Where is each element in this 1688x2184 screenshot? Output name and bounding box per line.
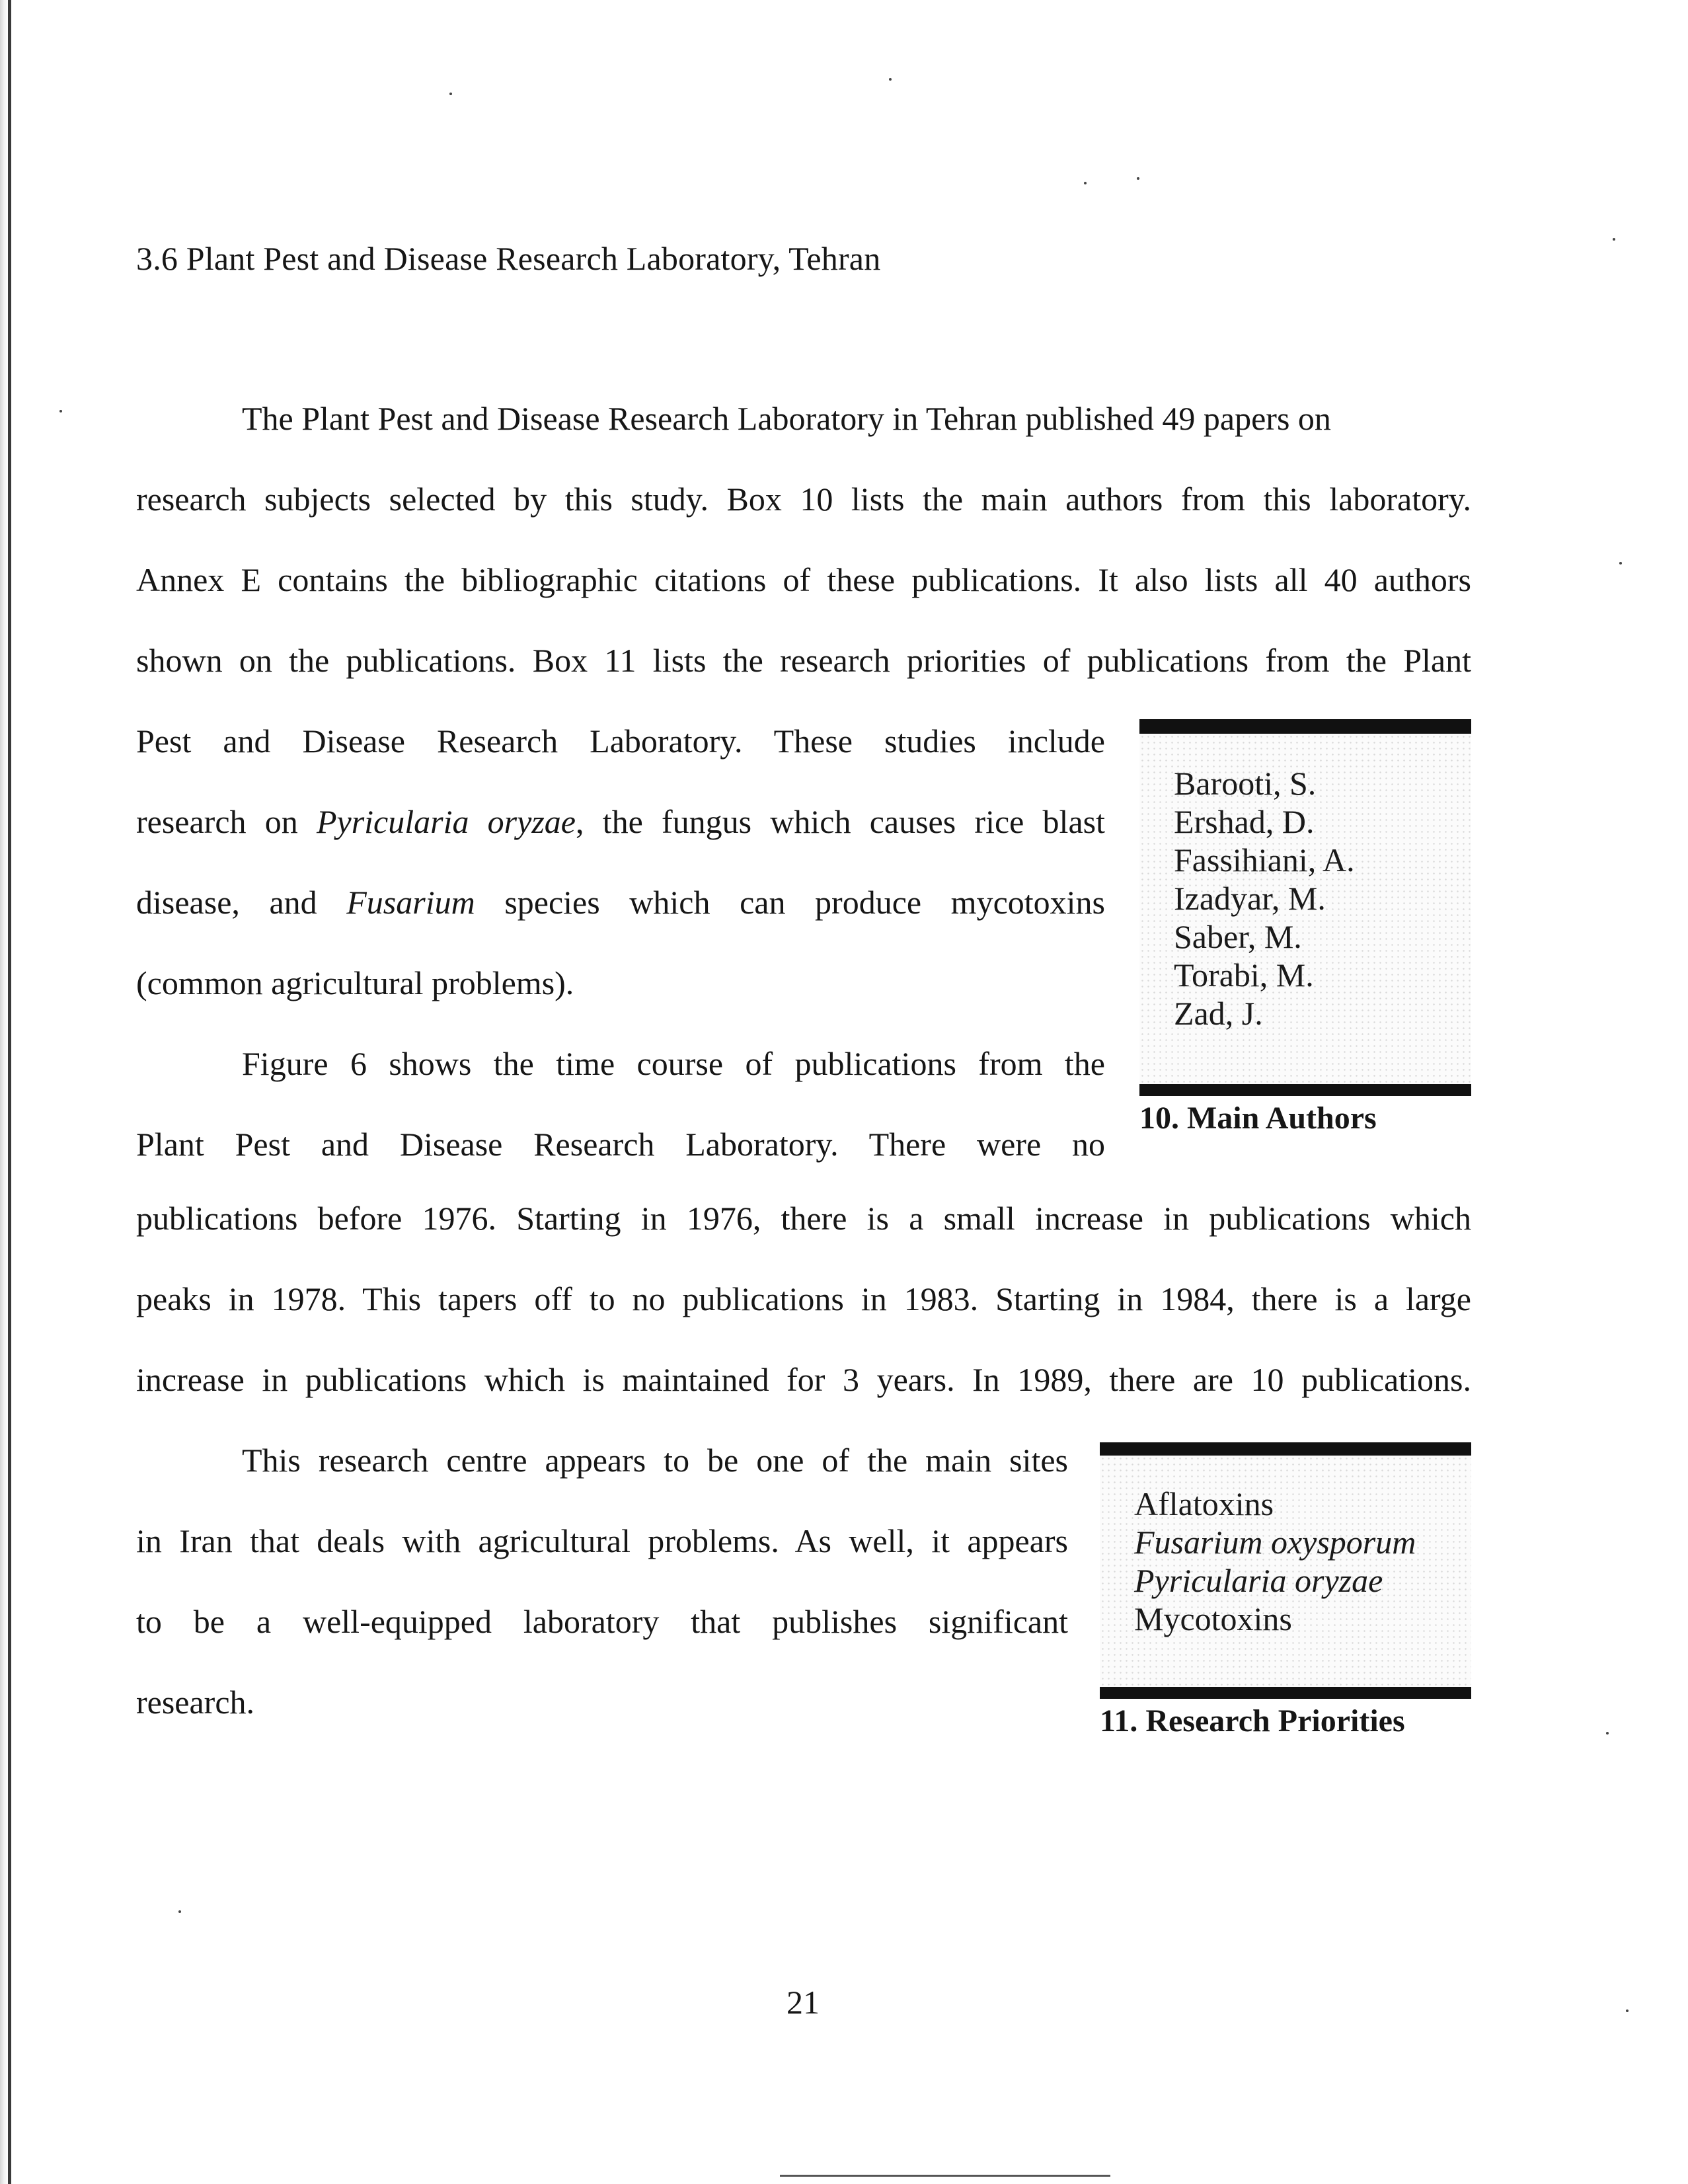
box-10-bottom-rule [1139,1084,1471,1096]
box-11-bottom-rule [1100,1687,1471,1699]
scan-speck [1137,177,1139,180]
paragraph-3-line-1: This research centre appears to be one of the main sites [242,1442,1068,1479]
box-10-caption: 10. Main Authors [1139,1101,1377,1136]
scan-speck [449,93,452,95]
box-11-top-rule [1100,1442,1471,1456]
paragraph-1-line-6 [136,805,1105,838]
section-heading: 3.6 Plant Pest and Disease Research Laboratory, Tehran [136,240,881,277]
paragraph-1-line-5: Pest and Disease Research Laboratory. These studies include [136,722,1105,760]
paragraph-1-line-2: research subjects selected by this study. Box 10 lists the main authors from this laboratory. [136,481,1471,518]
priority-item-italic: Pyricularia oryzae [1134,1562,1383,1599]
line-text: disease, and [136,884,347,921]
priority-item [1134,1564,1383,1597]
paragraph-3-line-4: research. [136,1684,255,1721]
box-10-top-rule [1139,719,1471,734]
genus-name: Fusarium [346,884,475,921]
paragraph-1-line-8: (common agricultural problems). [136,964,574,1001]
scan-speck [1084,182,1087,184]
paragraph-3-line-2: in Iran that deals with agricultural problems. As well, it appears [136,1522,1068,1559]
author-name: Torabi, M. [1174,956,1314,994]
author-name: Zad, J. [1174,995,1263,1032]
page-number: 21 [786,1984,820,2021]
paragraph-2-line-5: increase in publications which is maintained for 3 years. In 1989, there are 10 publications. [136,1361,1471,1398]
paragraph-2-line-1: Figure 6 shows the time course of publications from the [242,1045,1105,1082]
author-name: Izadyar, M. [1174,880,1326,917]
paragraph-1-line-4: shown on the publications. Box 11 lists the research priorities of publications from the Plant [136,642,1471,679]
scan-speck [1606,1732,1609,1735]
paragraph-1-line-7 [136,886,1105,919]
box-11-caption: 11. Research Priorities [1100,1703,1405,1738]
priority-item: Mycotoxins [1134,1600,1292,1637]
paragraph-1-line-1: The Plant Pest and Disease Research Laboratory in Tehran published 49 papers on [242,400,1331,437]
scan-speck [1619,562,1622,565]
scan-speck [1613,238,1615,241]
paragraph-2-line-4: peaks in 1978. This tapers off to no publications in 1983. Starting in 1984, there is a large [136,1280,1471,1317]
paragraph-3-line-3: to be a well-equipped laboratory that publishes significant [136,1603,1068,1640]
author-name: Barooti, S. [1174,765,1317,802]
paragraph-1-line-3: Annex E contains the bibliographic citations of these publications. It also lists all 40 authors [136,561,1471,598]
bottom-edge-rule [780,2175,1110,2177]
binding-edge [0,0,15,2184]
paragraph-2-line-3: publications before 1976. Starting in 1976, there is a small increase in publications which [136,1200,1471,1237]
priority-item: Aflatoxins [1134,1485,1274,1522]
paragraph-2-line-2: Plant Pest and Disease Research Laboratory. There were no [136,1126,1105,1163]
species-name: Pyricularia oryzae [316,803,576,840]
binding-line [8,0,11,2184]
line-text: , the fungus which causes rice blast [575,803,1105,840]
scan-speck [1626,2009,1629,2012]
scan-speck [178,1910,181,1913]
scan-speck [59,410,62,412]
author-name: Saber, M. [1174,918,1302,955]
line-text: species which can produce mycotoxins [475,884,1106,921]
priority-item-italic: Fusarium oxysporum [1134,1524,1416,1561]
author-name: Fassihiani, A. [1174,841,1355,878]
line-text: research on [136,803,317,840]
author-name: Ershad, D. [1174,803,1315,840]
scan-speck [889,78,892,81]
priority-item [1134,1526,1416,1559]
